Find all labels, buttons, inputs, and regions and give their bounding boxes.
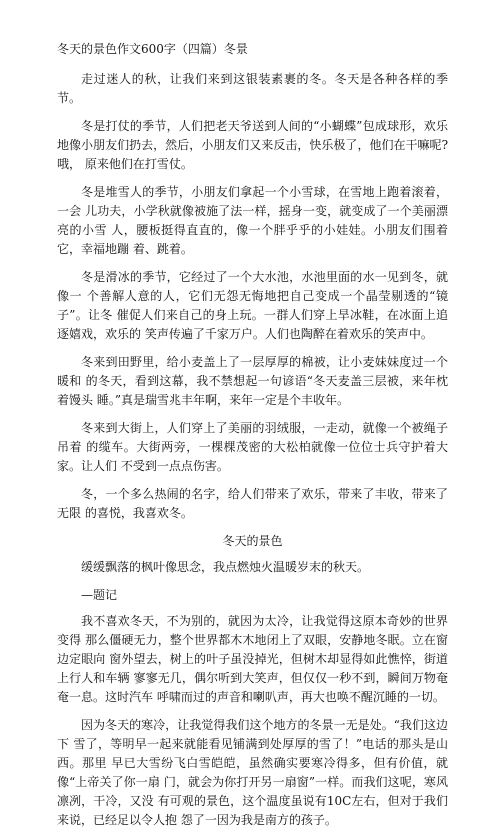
paragraph: 冬来到大街上，人们穿上了美丽的羽绒服，一走动，就像一个被绳子吊着 的缆车。大街两旁，一棵棵茂密的大松柏就像一位位士兵守护着大家。让人们 不受到一点点伤害。 bbox=[57, 421, 448, 473]
paragraph: 冬是滑冰的季节，它经过了一个大水池，水池里面的水一见到冬，就像一 个善解人意的人，它们无怨无悔地把自己变成一个晶莹剔透的“镜子”。让冬 催促人们来自己的身上玩。一群人们穿上旱冰鞋，在冰面上追逐嬉戏，欢乐的 笑声传遍了千家万户。人们也陶醉在着欢乐的笑声中。 bbox=[57, 270, 448, 341]
section-title: 冬天的景色 bbox=[222, 534, 283, 548]
paragraph: 走过迷人的秋，让我们来到这银装素裹的冬。冬天是各种各样的季节。 bbox=[57, 72, 448, 105]
paragraph: 冬是打仗的季节，人们把老天爷送到人间的“小蝴蝶”包成球形，欢乐 地像小朋友们扔去，然后，小朋友们又来反击，快乐极了，他们在干嘛呢?哦， 原来他们在打雪仗。 bbox=[57, 119, 448, 171]
paragraph: 因为冬天的寒冷，让我觉得我们这个地方的冬景一无是处。“我们这边下 雪了，等明早一起来就能看见铺满到处厚厚的雪了！”电话的那头是山西。那里 早已大雪纷飞白雪皑皑，虽然确实要寒冷得多，但有价值，就像“上帝关了你一扇 门，就会为你打开另一扇窗”一样。而我们这呢，寒风凛冽，干冷，又没 有可观的景色，这个温度虽说有10C左右，但对于我们来说，已经足以令人抱 怨了一因为我是南方的孩子。 bbox=[57, 718, 448, 827]
paragraph: 我不喜欢冬天，不为别的，就因为太冷，让我觉得这原本奇妙的世界变得 那么僵硬无力，整个世界都木木地闭上了双眼，安静地冬眠。立在窗边定眼向 窗外望去，树上的叶子虽没掉光，但树木却显得如此憔悴，街道上行人和车辆 寥寥无几，偶尔听到大笑声，但仅仅一秒不到，瞬间万物奄奄一息。这时汽车 呼啸而过的声音和喇叭声，再大也唤不醒沉睡的一切。 bbox=[57, 614, 448, 704]
epigraph-note: —题记 bbox=[81, 588, 118, 602]
paragraph: 冬是堆雪人的季节，小朋友们拿起一个小雪球，在雪地上跑着滚着，一会 儿功夫，小学秋就像被施了法一样，摇身一变，就变成了一个美丽漂亮的小雪 人，腰板挺得直直的，像一个胖乎乎的小娃娃。小朋友们围着它，幸福地蹦 着、跳着。 bbox=[57, 185, 448, 256]
paragraph: 冬，一个多么热闹的名字，给人们带来了欢乐，带来了丰收，带来了无限 的喜悦，我喜欢冬。 bbox=[57, 487, 448, 520]
document-title: 冬天的景色作文600字（四篇）冬景 bbox=[57, 42, 248, 56]
paragraph: 冬来到田野里，给小麦盖上了一层厚厚的棉被，让小麦妹妹度过一个暖和 的冬天，看到这幕，我不禁想起一句谚语“冬天麦盖三层被，来年枕着馒头 睡。”真是瑞雪兆丰年啊，来年一定是个丰收年。 bbox=[57, 355, 448, 407]
section-intro: 缓缓飘落的枫叶像思念，我点燃烛火温暖岁末的秋天。 bbox=[81, 560, 370, 574]
